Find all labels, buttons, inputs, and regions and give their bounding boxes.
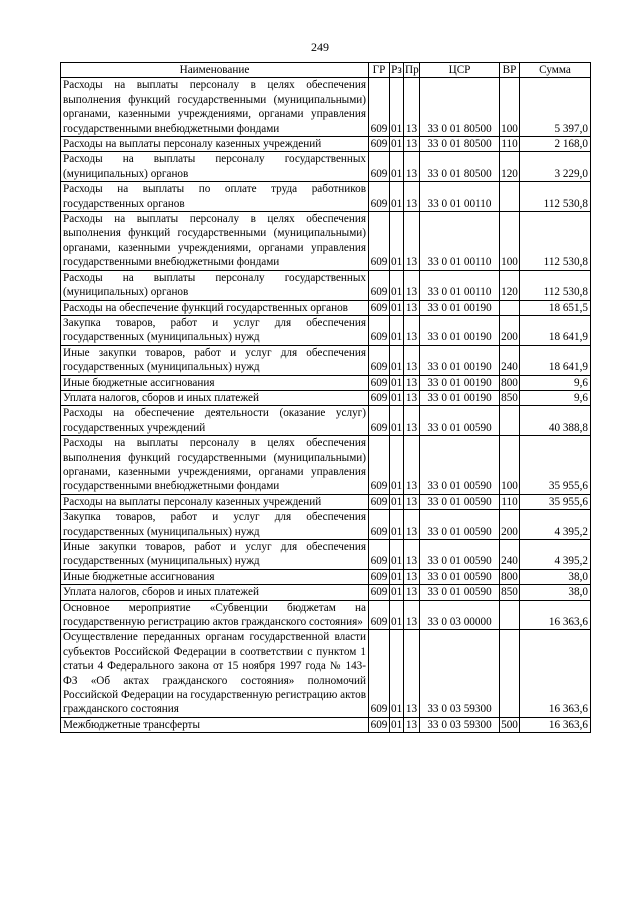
cell-rz: 01 [390,345,404,375]
cell-rz: 01 [391,495,403,508]
cell-vr: 240 [500,540,520,570]
cell-name: Расходы на выплаты персоналу государственных (муниципальных) органов [61,270,369,300]
cell-name: Расходы на выплаты персоналу государственных (муниципальных) органов [61,152,369,182]
cell-csr: 33 0 01 00110 [420,270,500,300]
cell-gr: 609 [369,436,390,495]
column-header-name: Наименование [61,63,369,78]
cell-vr [500,600,520,630]
cell-rz: 01 [391,376,403,389]
cell-sum: 18 641,9 [520,345,591,375]
table-row [61,390,591,405]
cell-vr: 200 [500,315,520,345]
cell-gr: 609 [369,78,390,137]
column-header-vr: ВР [500,63,520,78]
cell-sum: 112 530,8 [520,182,591,212]
cell-vr [500,630,520,717]
cell-gr: 609 [369,600,390,630]
cell-vr: 200 [500,510,520,540]
cell-vr: 100 [500,436,520,495]
cell-rz: 01 [390,182,404,212]
cell-gr: 609 [369,494,390,509]
cell-gr: 609 [369,137,390,152]
cell-sum: 9,6 [520,375,591,390]
cell-vr: 850 [501,586,518,599]
cell-vr: 850 [501,391,518,404]
cell-csr: 33 0 01 80500 [420,137,500,152]
cell-rz: 01 [390,212,404,271]
cell-sum: 16 363,6 [520,630,591,717]
budget-table [60,62,591,733]
cell-sum: 112 530,8 [520,270,591,300]
cell-pr: 13 [404,406,420,436]
cell-vr [500,182,520,212]
column-header-pr: Пр [405,64,419,76]
cell-name: Уплата налогов, сборов и иных платежей [61,390,369,405]
cell-sum: 3 229,0 [520,152,591,182]
cell-gr: 609 [369,152,390,182]
cell-name: Расходы на обеспечение деятельности (оказание услуг) государственных учреждений [61,406,369,436]
table-row [61,137,591,152]
cell-rz: 01 [390,315,404,345]
cell-gr: 609 [369,300,390,315]
cell-rz: 01 [390,270,404,300]
cell-sum: 40 388,8 [520,406,591,436]
cell-sum: 38,0 [520,585,591,600]
cell-csr: 33 0 01 00590 [420,540,500,570]
cell-sum: 2 168,0 [520,137,591,152]
cell-gr: 609 [369,406,390,436]
cell-sum: 112 530,8 [520,212,591,271]
cell-rz: 01 [390,600,404,630]
cell-rz: 01 [391,586,403,599]
cell-gr: 609 [369,212,390,271]
table-row [61,630,591,717]
cell-csr: 33 0 01 80500 [420,152,500,182]
cell-vr [500,406,520,436]
table-row [61,569,591,584]
table-row [61,436,591,495]
cell-name: Закупка товаров, работ и услуг для обеспечения государственных (муниципальных) нужд [61,510,369,540]
cell-sum: 5 397,0 [520,78,591,137]
cell-vr: 240 [500,345,520,375]
cell-csr: 33 0 01 00190 [420,315,500,345]
table-row [61,600,591,630]
cell-name: Расходы на выплаты персоналу в целях обеспечения выполнения функций государственными (муниципальными) органами, казенными учреждениями, органами управления государственными внебюджетными фондами [61,78,369,137]
cell-csr: 33 0 03 59300 [420,630,500,717]
table-row [61,270,591,300]
cell-pr: 13 [404,436,420,495]
cell-pr: 13 [404,137,420,152]
cell-csr: 33 0 01 80500 [420,78,500,137]
cell-name: Иные бюджетные ассигнования [61,569,369,584]
cell-name: Межбюджетные трансферты [61,717,369,732]
cell-name: Закупка товаров, работ и услуг для обеспечения государственных (муниципальных) нужд [61,315,369,345]
cell-vr: 800 [501,570,518,583]
cell-csr: 33 0 01 00590 [420,510,500,540]
cell-pr: 13 [404,300,420,315]
cell-csr: 33 0 01 00190 [420,345,500,375]
cell-gr: 609 [369,717,390,732]
cell-pr: 13 [404,717,420,732]
cell-sum: 4 395,2 [520,510,591,540]
cell-gr: 609 [369,510,390,540]
cell-pr: 13 [404,270,420,300]
cell-name: Расходы на выплаты персоналу в целях обеспечения выполнения функций государственными (муниципальными) органами, казенными учреждениями, органами управления государственными внебюджетными фондами [61,212,369,271]
table-row [61,345,591,375]
cell-name: Расходы на обеспечение функций государственных органов [61,300,369,315]
cell-vr: 500 [501,718,518,731]
cell-vr: 120 [500,270,520,300]
cell-pr: 13 [404,152,420,182]
page-number: 249 [311,40,329,54]
cell-pr: 13 [404,345,420,375]
column-header-gr: ГР [369,63,390,78]
cell-rz: 01 [390,436,404,495]
table-row [61,540,591,570]
table-row [61,300,591,315]
cell-name: Расходы на выплаты по оплате труда работников государственных органов [61,182,369,212]
table-row [61,585,591,600]
cell-name: Иные закупки товаров, работ и услуг для обеспечения государственных (муниципальных) нужд [61,345,369,375]
cell-pr: 13 [404,212,420,271]
table-row [61,78,591,137]
cell-vr: 110 [501,495,518,508]
cell-pr: 13 [404,630,420,717]
cell-rz: 01 [390,78,404,137]
table-row [61,406,591,436]
table-row [61,494,591,509]
cell-sum: 9,6 [520,390,591,405]
cell-vr: 110 [501,138,518,151]
cell-csr: 33 0 01 00190 [420,390,500,405]
cell-rz: 01 [391,301,403,314]
cell-name: Расходы на выплаты персоналу казенных учреждений [61,137,369,152]
cell-sum: 35 955,6 [520,436,591,495]
cell-csr: 33 0 01 00590 [420,585,500,600]
table-row [61,717,591,732]
cell-csr: 33 0 03 00000 [420,600,500,630]
cell-name: Основное мероприятие «Субвенции бюджетам на государственную регистрацию актов гражданского состояния» [61,600,369,630]
column-header-sum: Сумма [520,63,591,78]
table-row [61,510,591,540]
table-row [61,375,591,390]
cell-csr: 33 0 01 00190 [420,375,500,390]
cell-pr: 13 [404,569,420,584]
cell-name: Расходы на выплаты персоналу казенных учреждений [61,494,369,509]
cell-gr: 609 [369,390,390,405]
cell-rz: 01 [390,152,404,182]
cell-pr: 13 [404,182,420,212]
cell-vr: 800 [501,376,518,389]
cell-pr: 13 [404,390,420,405]
table-row [61,315,591,345]
column-header-csr: ЦСР [420,63,500,78]
cell-rz: 01 [391,718,403,731]
cell-sum: 18 651,5 [520,300,591,315]
cell-rz: 01 [390,510,404,540]
cell-pr: 13 [404,600,420,630]
cell-rz: 01 [390,540,404,570]
cell-name: Иные бюджетные ассигнования [61,375,369,390]
cell-name: Осуществление переданных органам государственной власти субъектов Российской Федерации в соответствии с пунктом 1 статьи 4 Федерального закона от 15 ноября 1997 года № 143-ФЗ «Об актах гражданского состояния» полномочий Российской Федерации на государственную регистрацию актов гражданского состояния [61,630,369,717]
cell-name: Иные закупки товаров, работ и услуг для обеспечения государственных (муниципальных) нужд [61,540,369,570]
table-row [61,182,591,212]
cell-pr: 13 [404,540,420,570]
cell-csr: 33 0 01 00190 [420,300,500,315]
cell-rz: 01 [390,630,404,717]
cell-gr: 609 [369,345,390,375]
cell-gr: 609 [369,569,390,584]
cell-csr: 33 0 01 00590 [420,569,500,584]
cell-csr: 33 0 01 00590 [420,406,500,436]
cell-gr: 609 [369,585,390,600]
cell-csr: 33 0 01 00110 [420,212,500,271]
cell-pr: 13 [404,315,420,345]
cell-gr: 609 [369,375,390,390]
cell-gr: 609 [369,315,390,345]
table-body [61,78,591,733]
cell-csr: 33 0 01 00590 [420,494,500,509]
cell-gr: 609 [369,270,390,300]
cell-pr: 13 [404,78,420,137]
table-row [61,212,591,271]
cell-name: Уплата налогов, сборов и иных платежей [61,585,369,600]
cell-gr: 609 [369,630,390,717]
cell-pr: 13 [404,375,420,390]
cell-sum: 16 363,6 [520,717,591,732]
cell-csr: 33 0 01 00590 [420,436,500,495]
cell-pr: 13 [404,494,420,509]
cell-sum: 38,0 [520,569,591,584]
cell-gr: 609 [369,182,390,212]
cell-vr: 100 [500,78,520,137]
cell-pr: 13 [404,510,420,540]
cell-sum: 35 955,6 [520,494,591,509]
cell-gr: 609 [369,540,390,570]
cell-vr: 100 [500,212,520,271]
cell-sum: 4 395,2 [520,540,591,570]
cell-csr: 33 0 01 00110 [420,182,500,212]
table-row [61,152,591,182]
cell-pr: 13 [404,585,420,600]
cell-sum: 18 641,9 [520,315,591,345]
cell-csr: 33 0 03 59300 [420,717,500,732]
cell-vr [500,300,520,315]
cell-name: Расходы на выплаты персоналу в целях обеспечения выполнения функций государственными (муниципальными) органами, казенными учреждениями, органами управления государственными внебюджетными фондами [61,436,369,495]
cell-rz: 01 [391,391,403,404]
cell-sum: 16 363,6 [520,600,591,630]
cell-rz: 01 [391,570,403,583]
column-header-rz: Рз [391,64,402,76]
cell-vr: 120 [500,152,520,182]
cell-rz: 01 [390,406,404,436]
table-header-row [61,63,591,78]
cell-rz: 01 [391,138,403,151]
